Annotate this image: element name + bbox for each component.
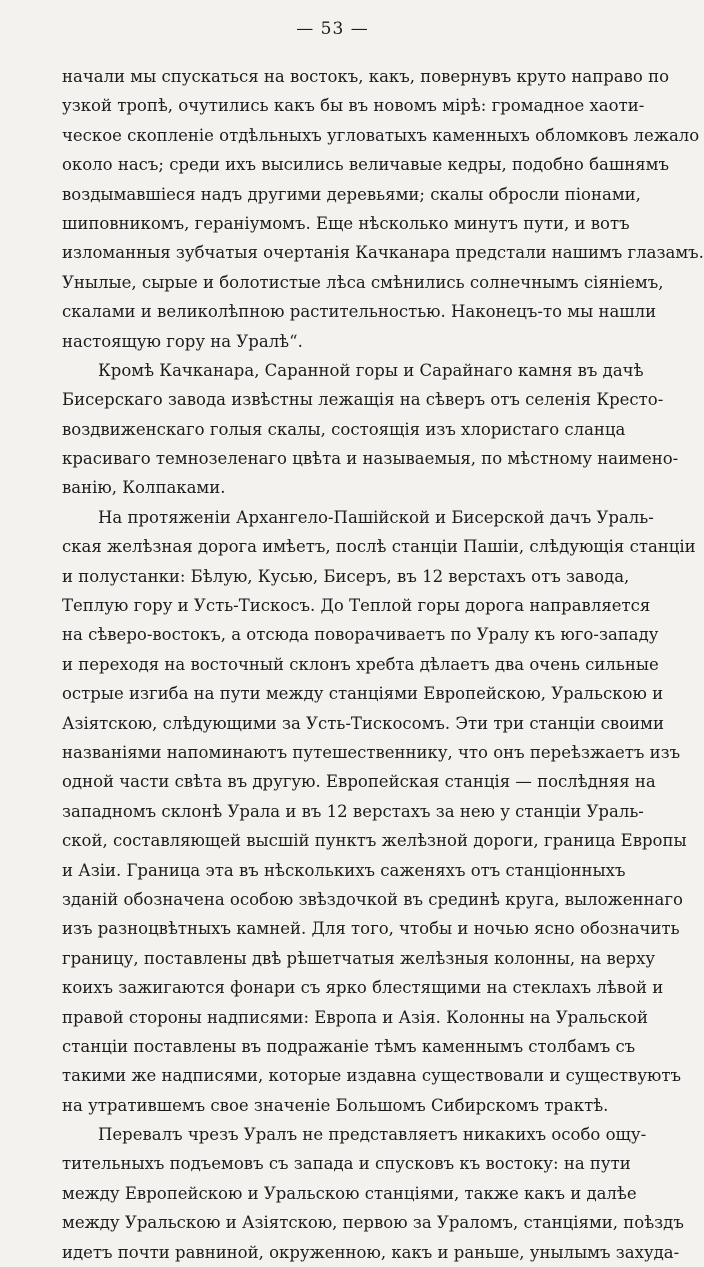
- paragraph: [62, 356, 679, 503]
- text-line: воздвиженскаго голыя скалы, состоящія изъ хлористаго сланца: [62, 419, 626, 439]
- text-line: западномъ склонѣ Урала и въ 12 верстахъ за нею у станціи Ураль-: [62, 801, 644, 821]
- text-line: Перевалъ чрезъ Уралъ не представляетъ никакихъ особо ощу-: [98, 1125, 647, 1145]
- text-line: между Европейскою и Уральскою станціями, также какъ и далѣе: [62, 1183, 637, 1203]
- text-line: ская желѣзная дорога имѣетъ, послѣ станціи Пашіи, слѣдующія станціи: [62, 537, 696, 557]
- text-line: красиваго темнозеленаго цвѣта и называемыя, по мѣстному наимено-: [62, 449, 679, 469]
- text-line: острые изгиба на пути между станціями Европейскою, Уральскою и: [62, 684, 664, 704]
- text-line: и полустанки: Бѣлую, Кусью, Бисеръ, въ 12 верстахъ отъ завода,: [62, 566, 630, 586]
- text-line: коихъ зажигаются фонари съ ярко блестящими на стеклахъ лѣвой и: [62, 978, 664, 998]
- text-line: Теплую гору и Усть-Тискосъ. До Теплой горы дорога направляется: [62, 596, 651, 616]
- body-text: [62, 62, 704, 1267]
- text-line: такими же надписями, которые издавна существовали и существуютъ: [62, 1066, 682, 1086]
- text-line: станціи поставлены въ подражаніе тѣмъ каменнымъ столбамъ съ: [62, 1036, 636, 1056]
- text-line: ванію, Колпаками.: [62, 478, 226, 498]
- text-line: изъ разноцвѣтныхъ камней. Для того, чтобы и ночью ясно обозначить: [62, 919, 680, 939]
- text-line: между Уральскою и Азіятскою, первою за Ураломъ, станціями, поѣздъ: [62, 1213, 684, 1233]
- text-line: скалами и великолѣпною растительностью. Наконецъ-то мы нашли: [62, 302, 657, 322]
- text-line: на утратившемъ свое значеніе Большомъ Сибирскомъ трактѣ.: [62, 1095, 609, 1115]
- text-line: настоящую гору на Уралѣ“.: [62, 331, 303, 351]
- text-line: Азіятскою, слѣдующими за Усть-Тискосомъ. Эти три станціи своими: [62, 713, 664, 733]
- text-line: узкой тропѣ, очутились какъ бы въ новомъ мірѣ: громадное хаоти-: [62, 96, 645, 116]
- text-line: ческое скопленіе отдѣльныхъ угловатыхъ каменныхъ обломковъ лежало: [62, 125, 700, 145]
- text-line: около насъ; среди ихъ высились величавые кедры, подобно башнямъ: [62, 155, 669, 175]
- text-line: и переходя на восточный склонъ хребта дѣлаетъ два очень сильные: [62, 654, 659, 674]
- text-line: тительныхъ подъемовъ съ запада и спусковъ къ востоку: на пути: [62, 1154, 631, 1174]
- text-line: на сѣверо-востокъ, а отсюда поворачиваетъ по Уралу къ юго-западу: [62, 625, 659, 645]
- text-line: ской, составляющей высшій пунктъ желѣзной дороги, граница Европы: [62, 831, 687, 851]
- paragraph: [62, 1120, 684, 1267]
- text-line: На протяженіи Архангело-Пашійской и Бисерской дачъ Ураль-: [98, 507, 654, 527]
- paragraph: [62, 62, 704, 356]
- text-line: зданій обозначена особою звѣздочкой въ срединѣ круга, выложеннаго: [62, 889, 683, 909]
- text-line: одной части свѣта въ другую. Европейская станція — послѣдняя на: [62, 772, 656, 792]
- text-line: и Азіи. Граница эта въ нѣсколькихъ саженяхъ отъ станціонныхъ: [62, 860, 626, 880]
- text-line: Бисерскаго завода извѣстны лежащія на сѣверъ отъ селенія Кресто-: [62, 390, 664, 410]
- text-line: Унылые, сырые и болотистые лѣса смѣнились солнечнымъ сіяніемъ,: [62, 272, 664, 292]
- text-line: Кромѣ Качканара, Саранной горы и Сарайнаго камня въ дачѣ: [98, 360, 644, 380]
- text-line: идетъ почти равниной, окруженною, какъ и раньше, унылымъ захуда-: [62, 1242, 680, 1262]
- text-line: правой стороны надписями: Европа и Азія. Колонны на Уральской: [62, 1007, 648, 1027]
- page-number: — 53 —: [296, 19, 369, 39]
- text-line: шиповникомъ, гераніумомъ. Еще нѣсколько минутъ пути, и вотъ: [62, 213, 630, 233]
- paragraph: [62, 503, 696, 1120]
- text-line: границу, поставлены двѣ рѣшетчатыя желѣзныя колонны, на верху: [62, 948, 656, 968]
- text-line: начали мы спускаться на востокъ, какъ, повернувъ круто направо по: [62, 67, 670, 86]
- text-line: воздымавшіеся надъ другими деревьями; скалы обросли піонами,: [62, 184, 641, 204]
- text-line: названіями напоминаютъ путешественнику, что онъ переѣзжаетъ изъ: [62, 742, 681, 762]
- text-line: изломанныя зубчатыя очертанія Качканара предстали нашимъ глазамъ.: [62, 243, 704, 263]
